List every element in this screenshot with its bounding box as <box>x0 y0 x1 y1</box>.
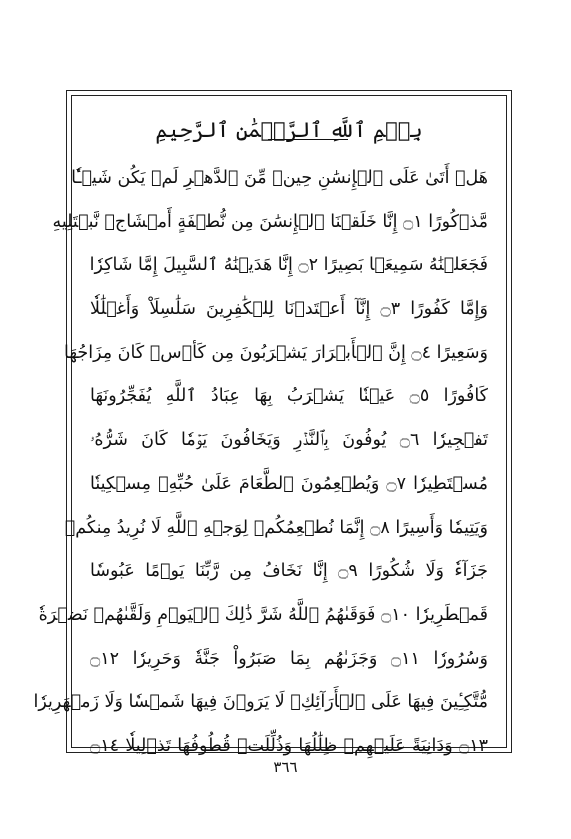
page-frame-inner <box>33 95 507 756</box>
page-frame-outer <box>33 90 512 756</box>
basmala-heading: بِسۡمِ ٱللَّهِ ٱلرَّحۡمَٰنِ ٱلرَّحِيمِ <box>155 118 423 142</box>
basmala-underline <box>268 139 348 140</box>
verse-line-14: ۝١٣ وَدَانِيَةً عَلَيۡهِمۡ ظِلَٰلُهَا وَذُلِّلَتۡ قُطُوفُهَا تَذۡلِيلٗا ۝١٤ <box>90 735 488 756</box>
verse-line-9: وَيَتِيمٗا وَأَسِيرًا ۝٨ إِنَّمَا نُطۡعِمُكُمۡ لِوَجۡهِ ٱللَّهِ لَا نُرِيدُ مِنكُمۡ <box>64 517 488 538</box>
verse-line-8: مُسۡتَطِيرٗا ۝٧ وَيُطۡعِمُونَ ٱلطَّعَامَ عَلَىٰ حُبِّهِۦ مِسۡكِينٗا <box>90 473 488 494</box>
verse-line-6: كَافُورًا ۝٥ عَيۡنٗا يَشۡرَبُ بِهَا عِبَادُ ٱللَّهِ يُفَجِّرُونَهَا <box>90 386 488 407</box>
verse-line-10: جَزَآءٗ وَلَا شُكُورًا ۝٩ إِنَّا نَخَافُ مِن رَّبِّنَا يَوۡمًا عَبُوسٗا <box>90 561 488 582</box>
verse-line-1: هَلۡ أَتَىٰ عَلَى ٱلۡإِنسَٰنِ حِينٞ مِّنَ ٱلدَّهۡرِ لَمۡ يَكُن شَيۡـٔٗا <box>71 168 488 188</box>
verse-line-11: قَمۡطَرِيرٗا ۝١٠ فَوَقَىٰهُمُ ٱللَّهُ شَرَّ ذَٰلِكَ ٱلۡيَوۡمِ وَلَقَّىٰهُمۡ نَضۡرَةٗ <box>38 604 488 625</box>
verse-line-3: فَجَعَلۡنَٰهُ سَمِيعَۢا بَصِيرًا ۝٢ إِنَّا هَدَيۡنَٰهُ ٱلسَّبِيلَ إِمَّا شَاكِرٗا <box>89 255 488 276</box>
verse-line-2: مَّذۡكُورًا ۝١ إِنَّا خَلَقۡنَا ٱلۡإِنسَٰنَ مِن نُّطۡفَةٍ أَمۡشَاجٖ نَّبۡتَلِيهِ <box>52 211 488 232</box>
verse-line-13: مُّتَّكِـِٔينَ فِيهَا عَلَى ٱلۡأَرَآئِكِۖ لَا يَرَوۡنَ فِيهَا شَمۡسٗا وَلَا زَمۡهَرِيرٗا <box>33 692 488 713</box>
verse-line-4: وَإِمَّا كَفُورًا ۝٣ إِنَّآ أَعۡتَدۡنَا لِلۡكَٰفِرِينَ سَلَٰسِلَاْ وَأَغۡلَٰلٗا <box>90 299 488 320</box>
verse-line-5: وَسَعِيرًا ۝٤ إِنَّ ٱلۡأَبۡرَارَ يَشۡرَبُونَ مِن كَأۡسٖ كَانَ مِزَاجُهَا <box>64 342 488 363</box>
page-number: ٣٦٦ <box>273 758 298 776</box>
verse-line-12: وَسُرُورٗا ۝١١ وَجَزَىٰهُم بِمَا صَبَرُواْ جَنَّةٗ وَحَرِيرٗا ۝١٢ <box>90 648 489 669</box>
verse-line-7: تَفۡجِيرٗا ۝٦ يُوفُونَ بِٱلنَّذۡرِ وَيَخَافُونَ يَوۡمٗا كَانَ شَرُّهُۥ <box>90 430 489 451</box>
verse-text-block <box>33 160 489 772</box>
